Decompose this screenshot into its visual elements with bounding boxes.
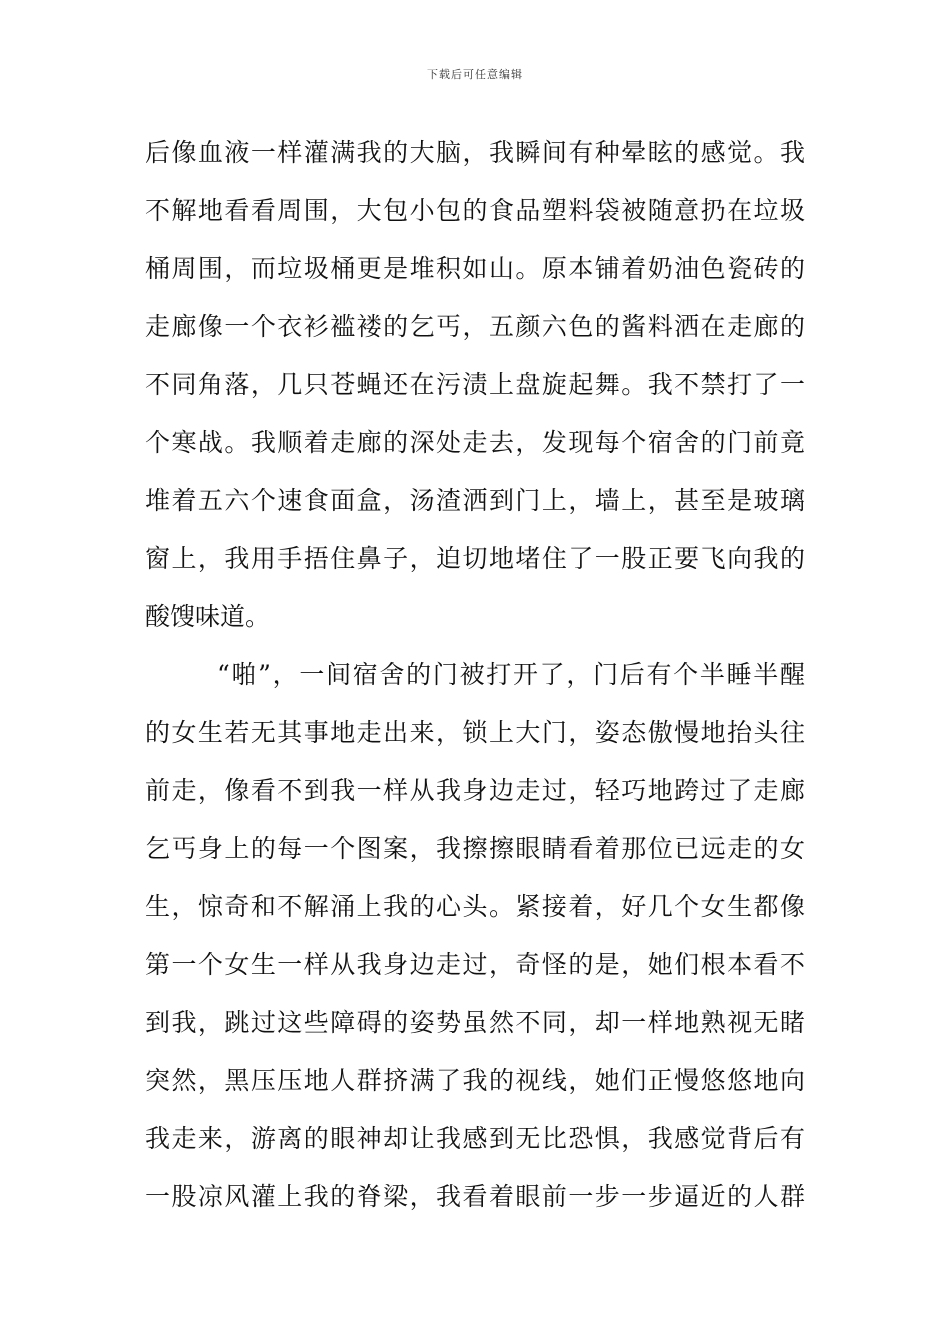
text-line: 后像血液一样灌满我的大脑，我瞬间有种晕眩的感觉。我 — [145, 138, 805, 167]
text-line: 第一个女生一样从我身边走过，奇怪的是，她们根本看不 — [145, 950, 805, 979]
paragraph-2 — [145, 650, 805, 1230]
text-line: 不解地看看周围，大包小包的食品塑料袋被随意扔在垃圾 — [145, 196, 805, 225]
text-line: 走廊像一个衣衫褴褛的乞丐，五颜六色的酱料洒在走廊的 — [145, 312, 805, 341]
text-line: 窗上，我用手捂住鼻子，迫切地堵住了一股正要飞向我的 — [145, 544, 805, 573]
text-line: 的女生若无其事地走出来，锁上大门，姿态傲慢地抬头往 — [145, 718, 805, 747]
text-line: 不同角落，几只苍蝇还在污渍上盘旋起舞。我不禁打了一 — [145, 370, 805, 399]
text-line: 突然，黑压压地人群挤满了我的视线，她们正慢悠悠地向 — [145, 1066, 805, 1095]
text-line: 生，惊奇和不解涌上我的心头。紧接着，好几个女生都像 — [145, 892, 805, 921]
text-line: 堆着五六个速食面盒，汤渣洒到门上，墙上，甚至是玻璃 — [145, 486, 805, 515]
text-line: 酸馊味道。 — [145, 602, 271, 631]
text-line: 我走来，游离的眼神却让我感到无比恐惧，我感觉背后有 — [145, 1124, 805, 1153]
text-line: 一股凉风灌上我的脊梁，我看着眼前一步一步逼近的人群 — [145, 1182, 805, 1211]
paragraph-1 — [145, 128, 805, 650]
text-line: “啪”，一间宿舍的门被打开了，门后有个半睡半醒 — [217, 660, 805, 689]
text-line: 乞丐身上的每一个图案，我擦擦眼睛看着那位已远走的女 — [145, 834, 805, 863]
page-header: 下载后可任意编辑 — [427, 68, 523, 81]
text-line: 个寒战。我顺着走廊的深处走去，发现每个宿舍的门前竟 — [145, 428, 805, 457]
body-text — [145, 128, 805, 1230]
text-line: 桶周围，而垃圾桶更是堆积如山。原本铺着奶油色瓷砖的 — [145, 254, 805, 283]
text-line: 前走，像看不到我一样从我身边走过，轻巧地跨过了走廊 — [145, 776, 805, 805]
text-line: 到我，跳过这些障碍的姿势虽然不同，却一样地熟视无睹 — [145, 1008, 805, 1037]
